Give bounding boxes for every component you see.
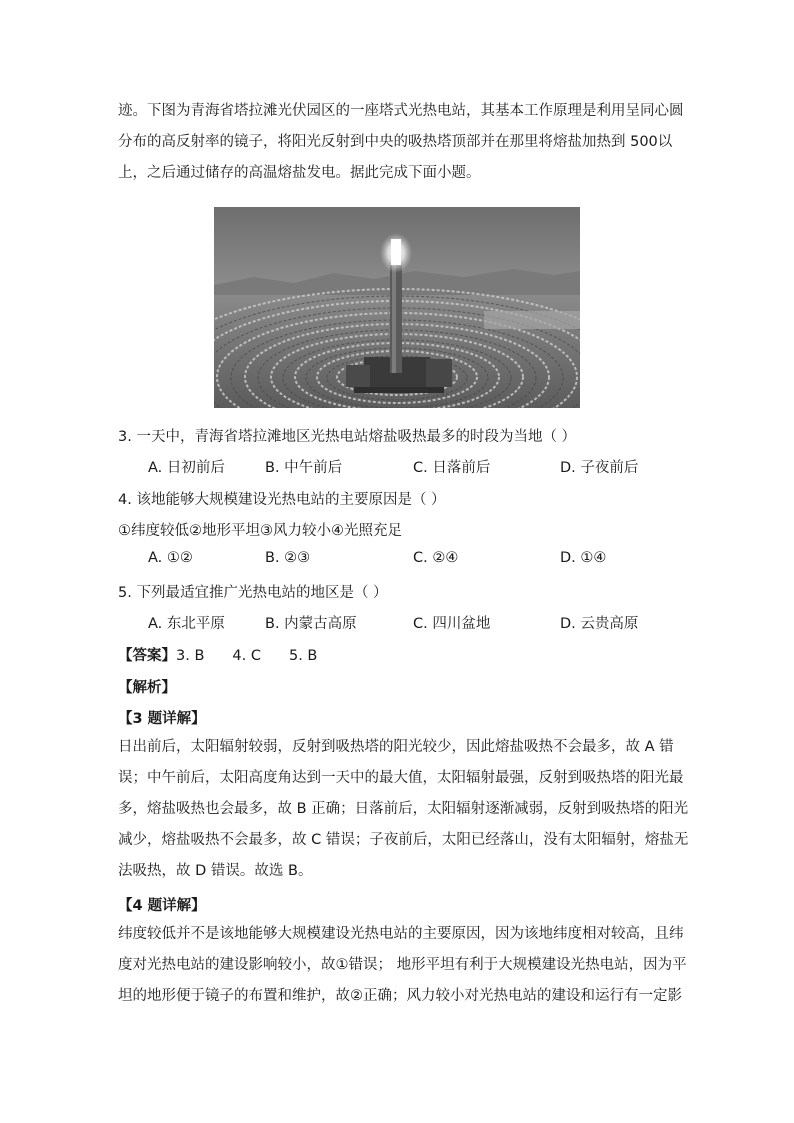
- answer-value: 4. C: [232, 648, 261, 664]
- detail-heading: 【4 题详解】: [118, 898, 206, 914]
- detail-line: 日出前后，太阳辐射较弱，反射到吸热塔的阳光较少，因此熔盐吸热不会最多，故 A 错: [118, 739, 674, 755]
- intro-line: 上，之后通过储存的高温熔盐发电。据此完成下面小题。: [118, 165, 481, 181]
- detail-line: 减少，熔盐吸热不会最多，故 C 错误；子夜前后，太阳已经落山，没有太阳辐射，熔盐无: [118, 832, 689, 848]
- intro-line: 分布的高反射率的镜子，将阳光反射到中央的吸热塔顶部并在那里将熔盐加热到 500以: [118, 134, 673, 150]
- question-options: [148, 550, 668, 570]
- detail-line: 坦的地形便于镜子的布置和维护，故②正确；风力较小对光热电站的建设和运行有一定影: [118, 988, 682, 1004]
- option-c: C. ②④: [413, 550, 459, 566]
- option-d: D. 子夜前后: [560, 460, 639, 476]
- answer-value: 5. B: [288, 648, 318, 664]
- option-c: C. 四川盆地: [413, 616, 491, 632]
- intro-paragraph: [118, 96, 684, 189]
- question-options: [148, 456, 668, 476]
- detail-line: 法吸热，故 D 错误。故选 B。: [118, 863, 313, 879]
- intro-line: 迹。下图为青海省塔拉滩光伏园区的一座塔式光热电站，其基本工作原理是利用呈同心圆: [118, 103, 684, 119]
- option-c: C. 日落前后: [413, 460, 491, 476]
- analysis-heading: 【解析】: [118, 680, 176, 696]
- detail-line: 度对光热电站的建设影响较小，故①错误； 地形平坦有利于大规模建设光热电站，因为平: [118, 957, 687, 973]
- option-a: A. ①②: [148, 550, 193, 566]
- detail-line: 纬度较低并不是该地能够大规模建设光热电站的主要原因，因为该地纬度相对较高，且纬: [118, 926, 684, 942]
- question-options: [148, 612, 668, 632]
- detail-paragraph: [118, 732, 689, 887]
- option-b: B. 内蒙古高原: [265, 616, 357, 632]
- detail-line: 误；中午前后，太阳高度角达到一天中的最大值，太阳辐射最强，反射到吸热塔的阳光最: [118, 770, 684, 786]
- question-stem: 5. 下列最适宜推广光热电站的地区是（ ）: [118, 585, 388, 601]
- detail-heading: 【3 题详解】: [118, 711, 206, 727]
- option-d: D. 云贵高原: [560, 616, 639, 632]
- detail-paragraph: [118, 919, 687, 1012]
- solar-tower-photo: [214, 207, 580, 408]
- option-b: B. ②③: [265, 550, 311, 566]
- answer-value: 3. B: [176, 648, 205, 664]
- question-stem: 4. 该地能够大规模建设光热电站的主要原因是（ ）: [118, 492, 446, 508]
- option-b: B. 中午前后: [265, 460, 343, 476]
- question-choices-list: ①纬度较低②地形平坦③风力较小④光照充足: [118, 523, 402, 539]
- answer-line: [118, 644, 317, 665]
- question-stem: 3. 一天中，青海省塔拉滩地区光热电站熔盐吸热最多的时段为当地（ ）: [118, 429, 577, 445]
- option-a: A. 日初前后: [148, 460, 225, 476]
- option-a: A. 东北平原: [148, 616, 225, 632]
- detail-line: 多，熔盐吸热也会最多，故 B 正确；日落前后，太阳辐射逐渐减弱，反射到吸热塔的阳光: [118, 801, 689, 817]
- answer-label: 【答案】: [118, 648, 176, 664]
- option-d: D. ①④: [560, 550, 607, 566]
